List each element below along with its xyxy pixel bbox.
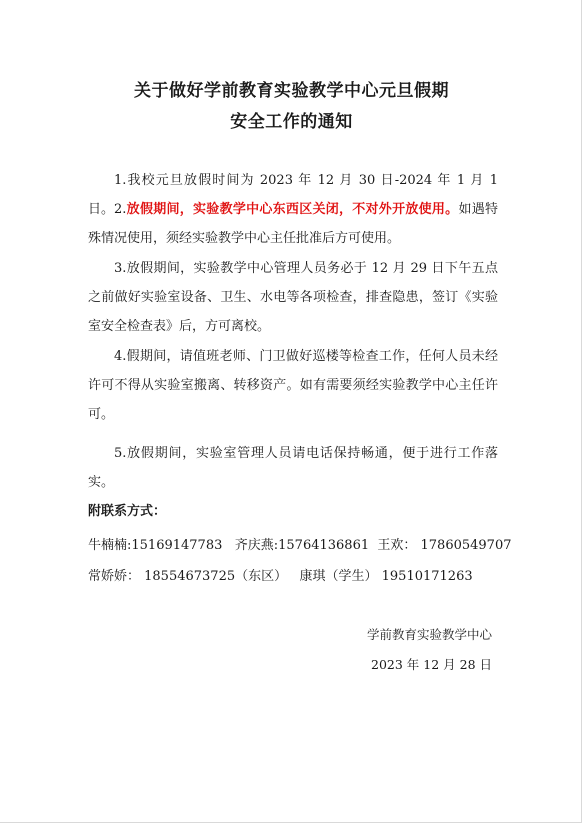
signature-date: 2023 年 12 月 28 日 — [371, 657, 492, 672]
contacts-line-2: 常娇娇： 18554673725（东区） 康琪（学生） 19510171263 — [88, 569, 473, 584]
signature-org: 学前教育实验教学中心 — [366, 627, 492, 642]
paragraph-2 — [88, 195, 498, 253]
paragraph-5 — [88, 439, 498, 497]
notice-title-line2: 安全工作的通知 — [230, 112, 353, 132]
paragraph-5-text: 5.放假期间，实验室管理人员请电话保持畅通，便于进行工作落实。 — [88, 446, 498, 490]
paragraph-2-prefix: 2. — [114, 202, 127, 217]
contacts-heading: 附联系方式： — [88, 504, 167, 519]
paragraph-4-text: 4.假期间，请值班老师、门卫做好巡楼等检查工作，任何人员未经许可不得从实验室搬离、转移资产。如有需要须经实验教学中心主任许可。 — [88, 349, 498, 422]
paragraph-3-text: 3.放假期间，实验教学中心管理人员务必于 12 月 29 日下午五点之前做好实验室设备、卫生、水电等各项检查，排查隐患，签订《实验室安全检查表》后，方可离校。 — [88, 261, 498, 334]
paragraph-2-highlight: 放假期间，实验教学中心东西区关闭，不对外开放使用。 — [126, 202, 459, 217]
paragraph-2-rest: 如遇特殊情况使用，须经实验教学中心主任批准后方可使用。 — [88, 202, 498, 246]
contacts-line-1: 牛楠楠:15169147783 齐庆燕:15764136861 王欢： 17860549707 — [88, 538, 512, 553]
paragraph-4 — [88, 342, 498, 429]
paragraph-1-text: 1.我校元旦放假时间为 2023 年 12 月 30 日-2024 年 1 月 1 日。 — [88, 173, 498, 217]
notice-title-line1: 关于做好学前教育实验教学中心元旦假期 — [134, 81, 449, 101]
paragraph-3 — [88, 254, 498, 341]
